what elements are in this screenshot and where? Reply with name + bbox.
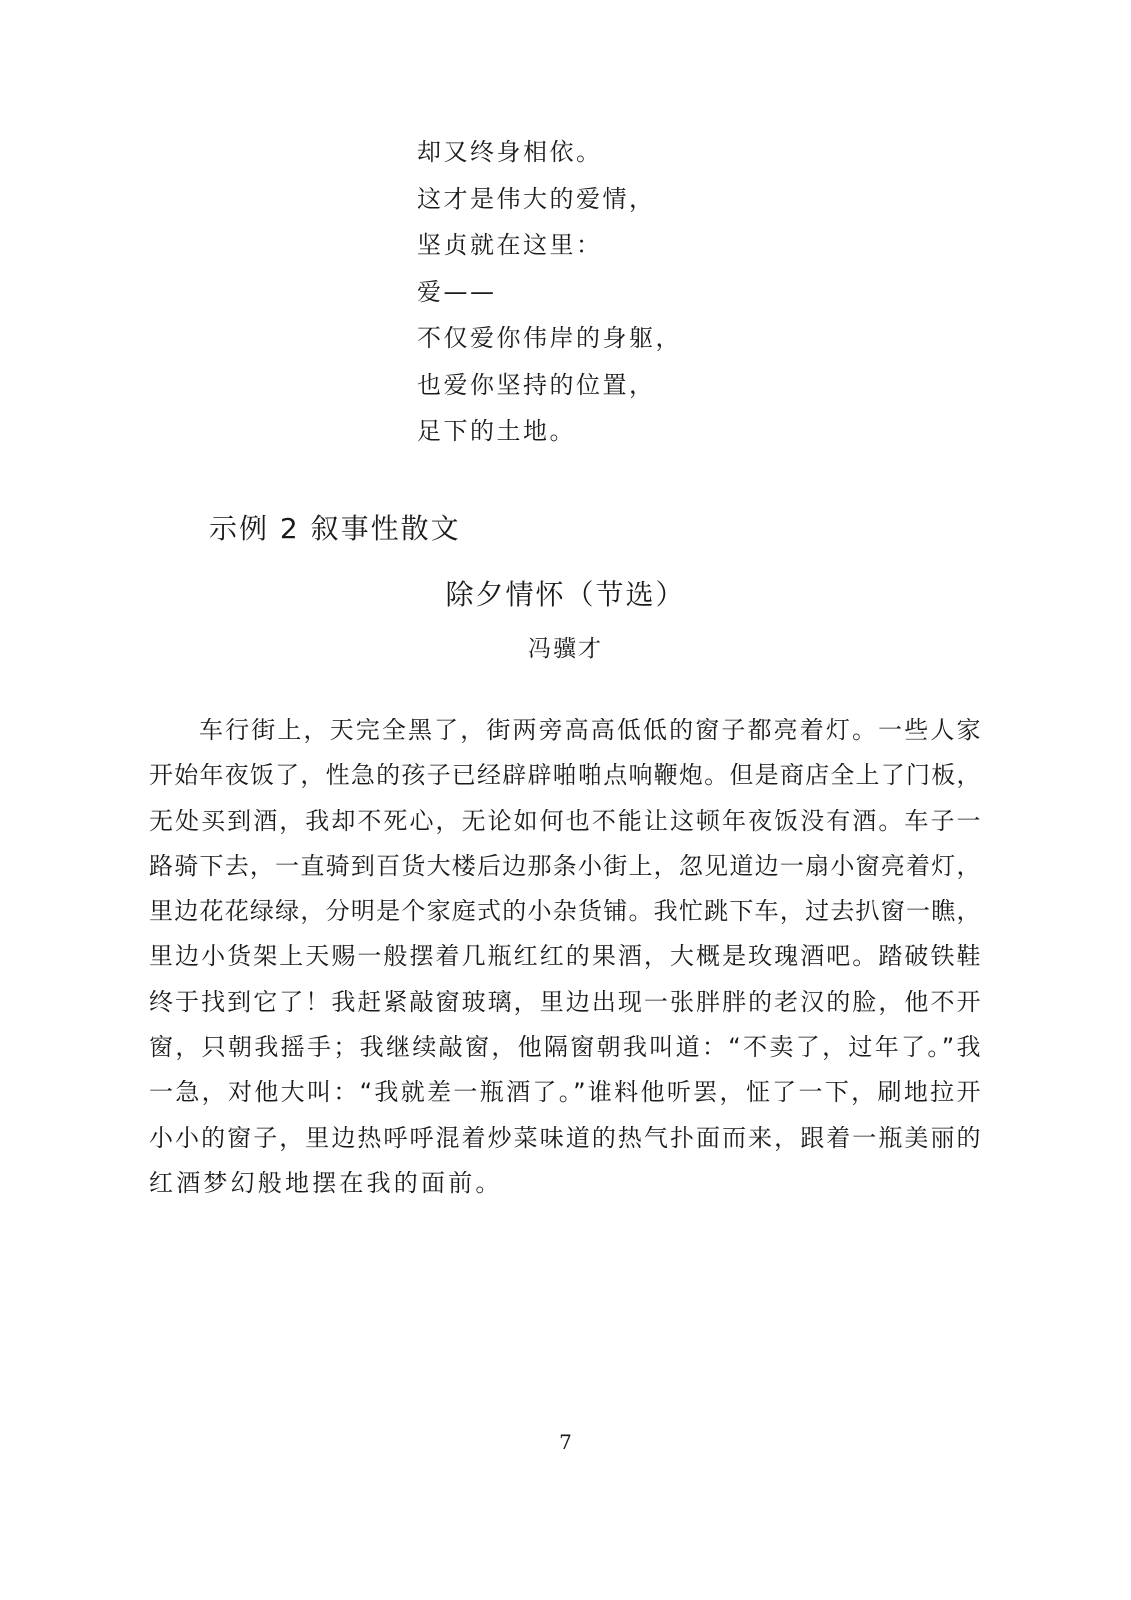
poem-line: 不仅爱你伟岸的身躯， — [417, 324, 682, 352]
body-line: 小小的窗子，里边热呼呼混着炒菜味道的热气扑面而来，跟着一瓶美丽的 — [149, 1125, 981, 1152]
poem-line: 却又终身相依。 — [417, 138, 603, 166]
page-number: 7 — [559, 1430, 572, 1454]
poem-line: 坚贞就在这里： — [417, 231, 603, 259]
poem-line: 也爱你坚持的位置， — [417, 370, 656, 399]
body-line: 无处买到酒，我却不死心，无论如何也不能让这顿年夜饭没有酒。车子一 — [149, 808, 981, 835]
poem-excerpt — [417, 140, 682, 466]
body-line: 路骑下去，一直骑到百货大楼后边那条小街上，忽见道边一扇小窗亮着灯， — [149, 853, 981, 880]
body-line: 一急，对他大叫：“我就差一瓶酒了。”谁料他听罢，怔了一下，刷地拉开 — [149, 1080, 981, 1107]
body-line: 里边小货架上天赐一般摆着几瓶红红的果酒，大概是玫瑰酒吧。踏破铁鞋 — [149, 944, 981, 971]
body-line: 里边花花绿绿，分明是个家庭式的小杂货铺。我忙跳下车，过去扒窗一瞧， — [149, 899, 981, 926]
body-line: 终于找到它了！我赶紧敲窗玻璃，里边出现一张胖胖的老汉的脸，他不开 — [149, 989, 981, 1016]
body-line: 红酒梦幻般地摆在我的面前。 — [149, 1170, 503, 1197]
body-line: 车行街上，天完全黑了，街两旁高高低低的窗子都亮着灯。一些人家 — [199, 718, 981, 744]
section-heading: 示例 2 叙事性散文 — [209, 512, 461, 545]
body-line: 开始年夜饭了，性急的孩子已经辟辟啪啪点响鞭炮。但是商店全上了门板， — [149, 763, 981, 790]
poem-line: 这才是伟大的爱情， — [417, 184, 656, 213]
poem-line: 足下的土地。 — [417, 417, 576, 445]
essay-body — [149, 718, 981, 1216]
poem-line: 爱—— — [417, 277, 497, 306]
essay-author: 冯骥才 — [528, 636, 603, 662]
essay-title: 除夕情怀（节选） — [445, 578, 686, 611]
body-line: 窗，只朝我摇手；我继续敲窗，他隔窗朝我叫道：“不卖了，过年了。”我 — [149, 1035, 981, 1062]
